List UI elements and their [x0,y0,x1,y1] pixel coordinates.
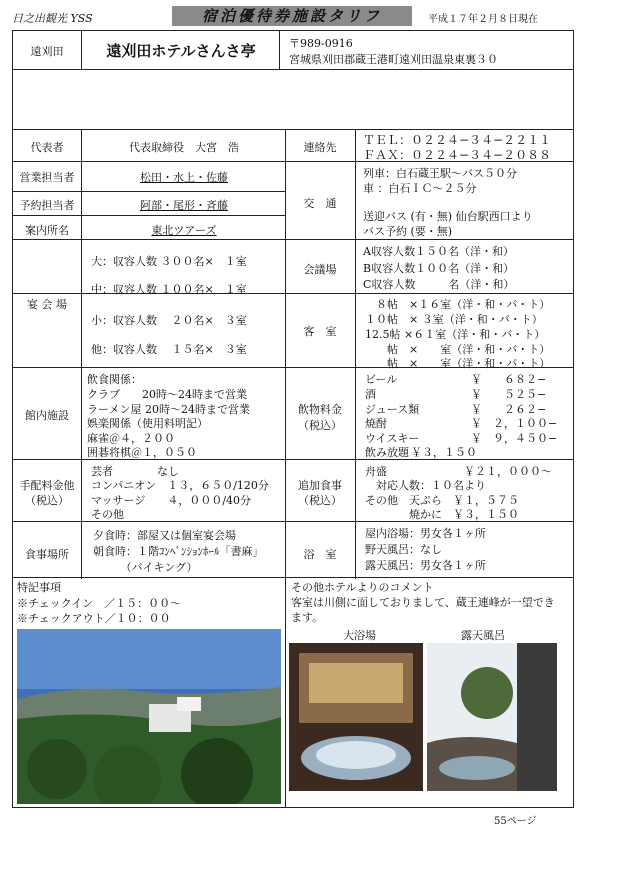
extra-meal-row: 対応人数：１０名より [365,479,486,492]
room-row: １０帖 × ３室（洋・和・バ・ト） [365,313,543,326]
conference-row: A収容人数１５０名（洋・和） [363,245,514,258]
extra-meal-label-tax: （税込） [298,494,342,507]
meal-label: 食事場所 [25,548,69,561]
facility-row: クラブ 20時〜24時まで営業 [87,388,247,401]
tariff-table [12,30,574,578]
agency-name: 日之出観光 YSS [12,12,93,25]
drink-price: ￥ ９，４５０− [471,432,558,445]
indoor-bath-photo [289,643,423,791]
checkout: ※チェックアウト／１０：００ [17,612,171,625]
banquet-row: 他：収容人数 １５名× ３室 [91,343,247,356]
drink-price: ￥ ２６２− [471,403,547,416]
facility-row: ラーメン屋 20時〜24時まで営業 [87,403,250,416]
comment-text: ます。 [291,611,324,624]
conference-label: 会議場 [303,263,337,276]
drink-name: 飲み放題 [365,446,409,459]
bath-photo-label: 大浴場 [343,629,376,642]
area-label: 遠刈田 [30,45,64,58]
sales-label: 営業担当者 [19,171,75,184]
banquet-row: 小：収容人数 ２０名× ３室 [91,314,247,327]
bath-row: 露天風呂：男女各１ヶ所 [365,559,486,572]
extra-meal-row: 焼かに ￥３，１５０ [365,508,519,521]
drink-price: ￥ ２，１００− [471,417,558,430]
arrange-row: コンパニオン １３，６５０/120分 [91,479,269,492]
drink-name: ビール [365,373,398,386]
checkin: ※チェックイン ／１５：００〜 [17,597,182,610]
room-row: ８帖 ×１６室（洋・和・バ・ト） [365,298,551,311]
reserve-label: 予約担当者 [19,199,75,212]
facility-row: 麻雀＠４，２００ [87,432,175,445]
arrange-row: その他 [91,508,124,521]
meal-row: （バイキング） [93,561,198,574]
tel: ＴＥＬ：０２２４−３４−２２１１ [363,133,552,147]
notes-title: 特記事項 [17,581,61,594]
transport-train: 列車：白石蔵王駅〜バス５０分 [363,167,517,180]
transport-car: 車 ：白石ＩＣ〜２５分 [363,182,477,195]
drink-name: ジュース類 [365,403,420,416]
extra-meal-label: 追加食事 [298,479,342,492]
facility-row: 娯楽関係（使用料明記） [87,417,208,430]
drink-price: ￥３，１５０ [411,446,477,459]
facility-row: 囲碁将棋＠１，０５０ [87,446,197,459]
bath-label: 浴 室 [303,548,337,561]
conference-row: B収容人数１００名（洋・和） [363,262,515,275]
hotel-photo [17,629,281,804]
meal-row: 夕食時：部屋又は個室宴会場 [93,529,236,542]
meal-row: 朝食時：１階ｺﾝﾍﾞﾝｼｮﾝﾎｰﾙ「書麻」 [93,545,264,558]
arrange-label-tax: （税込） [25,494,69,507]
drink-name: 焼酎 [365,417,387,430]
outdoor-bath-photo [427,643,557,791]
comment-title: その他ホテルよりのコメント [291,581,434,594]
room-row: 帖 × 室（洋・和・バ・ト） [365,343,551,356]
banquet-row: 大：収容人数 ３００名× １室 [91,255,247,268]
hotel-address: 宮城県刈田郡蔵王港町遠刈田温泉東裏３０ [289,53,498,66]
extra-meal-row: 舟盛 ￥２１，０００〜 [365,465,552,478]
drink-price: ￥ ６８２− [471,373,547,386]
rooms-label: 客 室 [303,325,337,338]
arrange-row: マッサージ ４，０００/40分 [91,494,252,507]
shuttle-bus: 送迎バス (有・無) 仙台駅西口より [363,210,533,223]
postal-code: 〒989-0916 [289,37,353,50]
outdoor-photo-label: 露天風呂 [461,629,505,642]
drink-name: 酒 [365,388,376,401]
bath-row: 野天風呂：なし [365,543,442,556]
banquet-label: 宴 会 場 [27,298,67,311]
room-row: 帖 × 室（洋・和・バ・ト） [365,357,551,370]
agent-label: 案内所名 [25,224,69,237]
doc-date: 平成１７年２月８日現在 [428,14,538,25]
rep-label: 代表者 [30,141,64,154]
drink-price: ￥ ５２５− [471,388,547,401]
conference-row: C収容人数 名（洋・和） [363,278,515,291]
doc-title: 宿泊優待券施設タリフ [172,6,412,26]
banquet-row: 中：収容人数 １００名× １室 [91,283,247,296]
arrange-label: 手配料金他 [19,479,75,492]
sales-value: 松田・水上・佐藤 [140,171,228,184]
agent-value: 東北ツアーズ [151,224,217,237]
drinks-label-tax: （税込） [298,419,342,432]
comment-text: 客室は川側に面しておりまして、蔵王連峰が一望でき [291,596,555,609]
bus-reserve: バス予約 (要・無) [363,225,453,238]
rep-value: 代表取締役 大宮 浩 [129,141,239,154]
reserve-value: 阿部・尾形・斉藤 [140,199,228,212]
hotel-name: 遠刈田ホテルさんさ亭 [106,42,256,60]
bath-row: 屋内浴場：男女各１ヶ所 [365,527,486,540]
notes-section [12,577,574,808]
extra-meal-row: その他 天ぷら ￥１，５７５ [365,494,519,507]
facilities-label: 館内施設 [25,409,69,422]
drinks-label: 飲物料金 [298,403,342,416]
page-number: 55ページ [494,816,537,827]
transport-label: 交 通 [303,197,337,210]
arrange-row: 芸者 なし [91,465,179,478]
contact-label: 連絡先 [303,141,337,154]
fax: ＦＡＸ：０２２４−３４−２０８８ [363,148,552,162]
facility-row: 飲食関係： [87,373,142,386]
drink-name: ウイスキー [365,432,420,445]
room-row: 12.5帖 ×６１室（洋・和・バ・ト） [365,328,546,341]
